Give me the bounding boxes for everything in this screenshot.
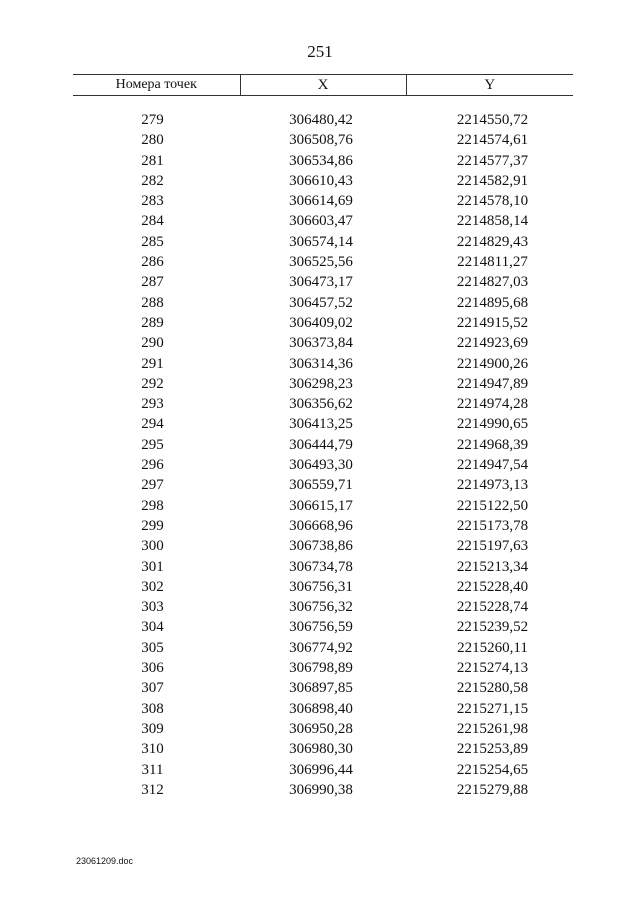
cell-y: 2215173,78 [456, 517, 529, 534]
table-row [73, 293, 573, 313]
cell-x: 306950,28 [289, 720, 353, 737]
cell-point-number: 293 [141, 396, 164, 413]
cell-y: 2215280,58 [456, 680, 529, 697]
cell-x: 306534,86 [289, 152, 353, 169]
table-row [73, 374, 573, 394]
cell-x: 306298,23 [289, 375, 353, 392]
cell-point-number: 290 [141, 335, 164, 352]
cell-y: 2215228,74 [456, 599, 529, 616]
table-row [73, 739, 573, 759]
header-x: X [240, 75, 406, 96]
table-row [73, 760, 573, 780]
table-row [73, 719, 573, 739]
cell-y: 2214947,54 [456, 457, 529, 474]
cell-point-number: 287 [141, 274, 164, 291]
table-body [73, 96, 573, 801]
table-row [73, 536, 573, 556]
cell-y: 2215122,50 [456, 497, 529, 514]
cell-x: 306603,47 [289, 213, 353, 230]
cell-x: 306610,43 [289, 172, 353, 189]
cell-point-number: 309 [141, 720, 164, 737]
cell-point-number: 291 [141, 355, 164, 372]
table-row [73, 171, 573, 191]
cell-y: 2214923,69 [456, 335, 529, 352]
coordinates-table [73, 74, 573, 800]
header-y: Y [406, 75, 573, 96]
cell-y: 2215274,13 [456, 660, 529, 677]
header-point-number: Номера точек [73, 75, 240, 96]
cell-y: 2214811,27 [457, 254, 528, 271]
table-row [73, 516, 573, 536]
cell-point-number: 284 [141, 213, 164, 230]
cell-y: 2215239,52 [456, 619, 529, 636]
table-spacer-row [73, 96, 573, 111]
cell-x: 306356,62 [289, 396, 353, 413]
table-row [73, 699, 573, 719]
table-row [73, 151, 573, 171]
cell-y: 2215253,89 [456, 741, 529, 758]
cell-x: 306734,78 [289, 558, 353, 575]
cell-x: 306508,76 [289, 132, 353, 149]
cell-y: 2215213,34 [456, 558, 529, 575]
cell-x: 306409,02 [289, 314, 353, 331]
cell-point-number: 288 [141, 294, 164, 311]
table-row [73, 597, 573, 617]
table-row [73, 394, 573, 414]
cell-point-number: 300 [141, 538, 164, 555]
cell-x: 306493,30 [289, 457, 353, 474]
cell-point-number: 306 [141, 660, 164, 677]
cell-y: 2214947,89 [456, 375, 529, 392]
cell-point-number: 283 [141, 193, 164, 210]
table-row [73, 475, 573, 495]
cell-point-number: 294 [141, 416, 164, 433]
cell-point-number: 285 [141, 233, 164, 250]
table-row [73, 658, 573, 678]
cell-y: 2214968,39 [456, 436, 529, 453]
cell-x: 306738,86 [289, 538, 353, 555]
cell-x: 306314,36 [289, 355, 353, 372]
table-row [73, 557, 573, 577]
cell-y: 2215260,11 [457, 639, 528, 656]
table-header-row [73, 75, 573, 96]
cell-x: 306756,32 [289, 599, 353, 616]
cell-x: 306756,31 [289, 578, 353, 595]
cell-y: 2215254,65 [456, 761, 529, 778]
coordinates-table-container [73, 74, 573, 800]
cell-y: 2214990,65 [456, 416, 529, 433]
cell-x: 306668,96 [289, 517, 353, 534]
cell-y: 2214973,13 [456, 477, 529, 494]
cell-point-number: 289 [141, 314, 164, 331]
cell-y: 2214574,61 [456, 132, 529, 149]
cell-point-number: 301 [141, 558, 164, 575]
cell-x: 306525,56 [289, 254, 353, 271]
cell-y: 2215271,15 [456, 700, 529, 717]
cell-point-number: 280 [141, 132, 164, 149]
table-row [73, 333, 573, 353]
cell-x: 306897,85 [289, 680, 353, 697]
cell-x: 306798,89 [289, 660, 353, 677]
table-row [73, 313, 573, 333]
cell-point-number: 308 [141, 700, 164, 717]
footer-filename: 23061209.doc [76, 856, 134, 866]
cell-y: 2215228,40 [456, 578, 529, 595]
cell-y: 2214858,14 [456, 213, 529, 230]
cell-x: 306996,44 [289, 761, 353, 778]
table-row [73, 252, 573, 272]
table-row [73, 232, 573, 252]
cell-y: 2214577,37 [456, 152, 529, 169]
table-row [73, 780, 573, 800]
cell-point-number: 304 [141, 619, 164, 636]
cell-y: 2214895,68 [456, 294, 529, 311]
cell-y: 2215197,63 [456, 538, 529, 555]
cell-y: 2215261,98 [456, 720, 529, 737]
cell-point-number: 281 [141, 152, 164, 169]
cell-y: 2214827,03 [456, 274, 529, 291]
cell-x: 306373,84 [289, 335, 353, 352]
table-row [73, 496, 573, 516]
table-row [73, 354, 573, 374]
cell-y: 2214829,43 [456, 233, 529, 250]
table-row [73, 191, 573, 211]
table-row [73, 617, 573, 637]
cell-y: 2215279,88 [456, 781, 529, 798]
cell-y: 2214915,52 [456, 314, 529, 331]
cell-point-number: 303 [141, 599, 164, 616]
cell-x: 306756,59 [289, 619, 353, 636]
table-row [73, 110, 573, 130]
table-row [73, 678, 573, 698]
cell-point-number: 296 [141, 457, 164, 474]
table-row [73, 414, 573, 434]
cell-x: 306574,14 [289, 233, 353, 250]
cell-point-number: 286 [141, 254, 164, 271]
table-row [73, 638, 573, 658]
cell-point-number: 311 [141, 761, 164, 778]
cell-y: 2214900,26 [456, 355, 529, 372]
cell-point-number: 298 [141, 497, 164, 514]
cell-x: 306480,42 [289, 112, 353, 128]
cell-point-number: 307 [141, 680, 164, 697]
cell-point-number: 302 [141, 578, 164, 595]
cell-x: 306614,69 [289, 193, 353, 210]
table-row [73, 435, 573, 455]
cell-point-number: 297 [141, 477, 164, 494]
cell-point-number: 282 [141, 172, 164, 189]
cell-point-number: 292 [141, 375, 164, 392]
cell-point-number: 310 [141, 741, 164, 758]
cell-x: 306559,71 [289, 477, 353, 494]
table-row [73, 577, 573, 597]
cell-x: 306774,92 [289, 639, 353, 656]
cell-x: 306413,25 [289, 416, 353, 433]
table-row [73, 211, 573, 231]
cell-point-number: 295 [141, 436, 164, 453]
cell-x: 306444,79 [289, 436, 353, 453]
cell-point-number: 299 [141, 517, 164, 534]
cell-x: 306615,17 [289, 497, 353, 514]
cell-y: 2214974,28 [456, 396, 529, 413]
cell-x: 306473,17 [289, 274, 353, 291]
cell-y: 2214578,10 [456, 193, 529, 210]
page-number: 251 [307, 42, 333, 61]
cell-point-number: 305 [141, 639, 164, 656]
cell-x: 306898,40 [289, 700, 353, 717]
table-row [73, 455, 573, 475]
cell-y: 2214582,91 [456, 172, 529, 189]
table-row [73, 272, 573, 292]
cell-x: 306457,52 [289, 294, 353, 311]
cell-point-number: 312 [141, 781, 164, 798]
cell-y: 2214550,72 [456, 112, 529, 128]
table-row [73, 130, 573, 150]
cell-point-number: 279 [141, 112, 164, 128]
cell-x: 306980,30 [289, 741, 353, 758]
cell-x: 306990,38 [289, 781, 353, 798]
